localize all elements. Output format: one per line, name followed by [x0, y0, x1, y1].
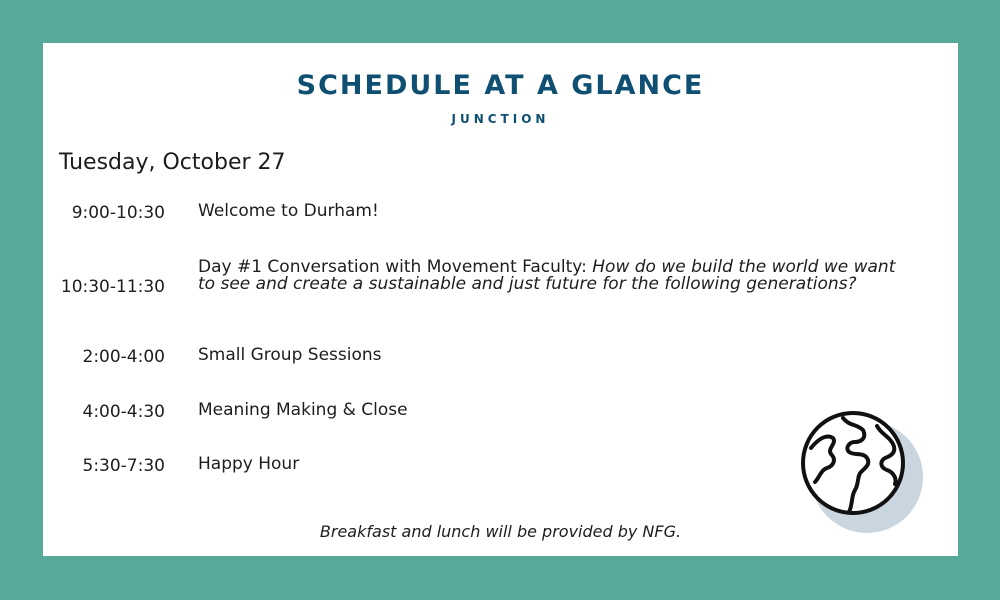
- schedule-time: 10:30-11:30: [60, 277, 165, 297]
- schedule-event: Meaning Making & Close: [198, 400, 408, 420]
- schedule-event: [198, 259, 898, 293]
- schedule-time: 4:00-4:30: [82, 402, 165, 422]
- schedule-event-title: Day #1 Conversation with Movement Faculty:: [198, 257, 593, 277]
- schedule-card: [43, 43, 958, 556]
- schedule-time: 9:00-10:30: [71, 203, 165, 223]
- schedule-title: SCHEDULE AT A GLANCE: [296, 70, 705, 101]
- schedule-time: 5:30-7:30: [82, 456, 165, 476]
- schedule-event: Welcome to Durham!: [198, 201, 379, 221]
- schedule-time: 2:00-4:00: [82, 347, 165, 367]
- globe-icon: [797, 408, 927, 538]
- schedule-event-question: How do we build the world we want to see and create a sustainable and just future for the following generations?: [198, 257, 896, 294]
- day-heading: Tuesday, October 27: [59, 150, 286, 175]
- schedule-event: Happy Hour: [198, 454, 300, 474]
- schedule-subtitle: JUNCTION: [451, 112, 550, 126]
- schedule-event: Small Group Sessions: [198, 345, 382, 365]
- footer-note: Breakfast and lunch will be provided by NFG.: [319, 522, 682, 541]
